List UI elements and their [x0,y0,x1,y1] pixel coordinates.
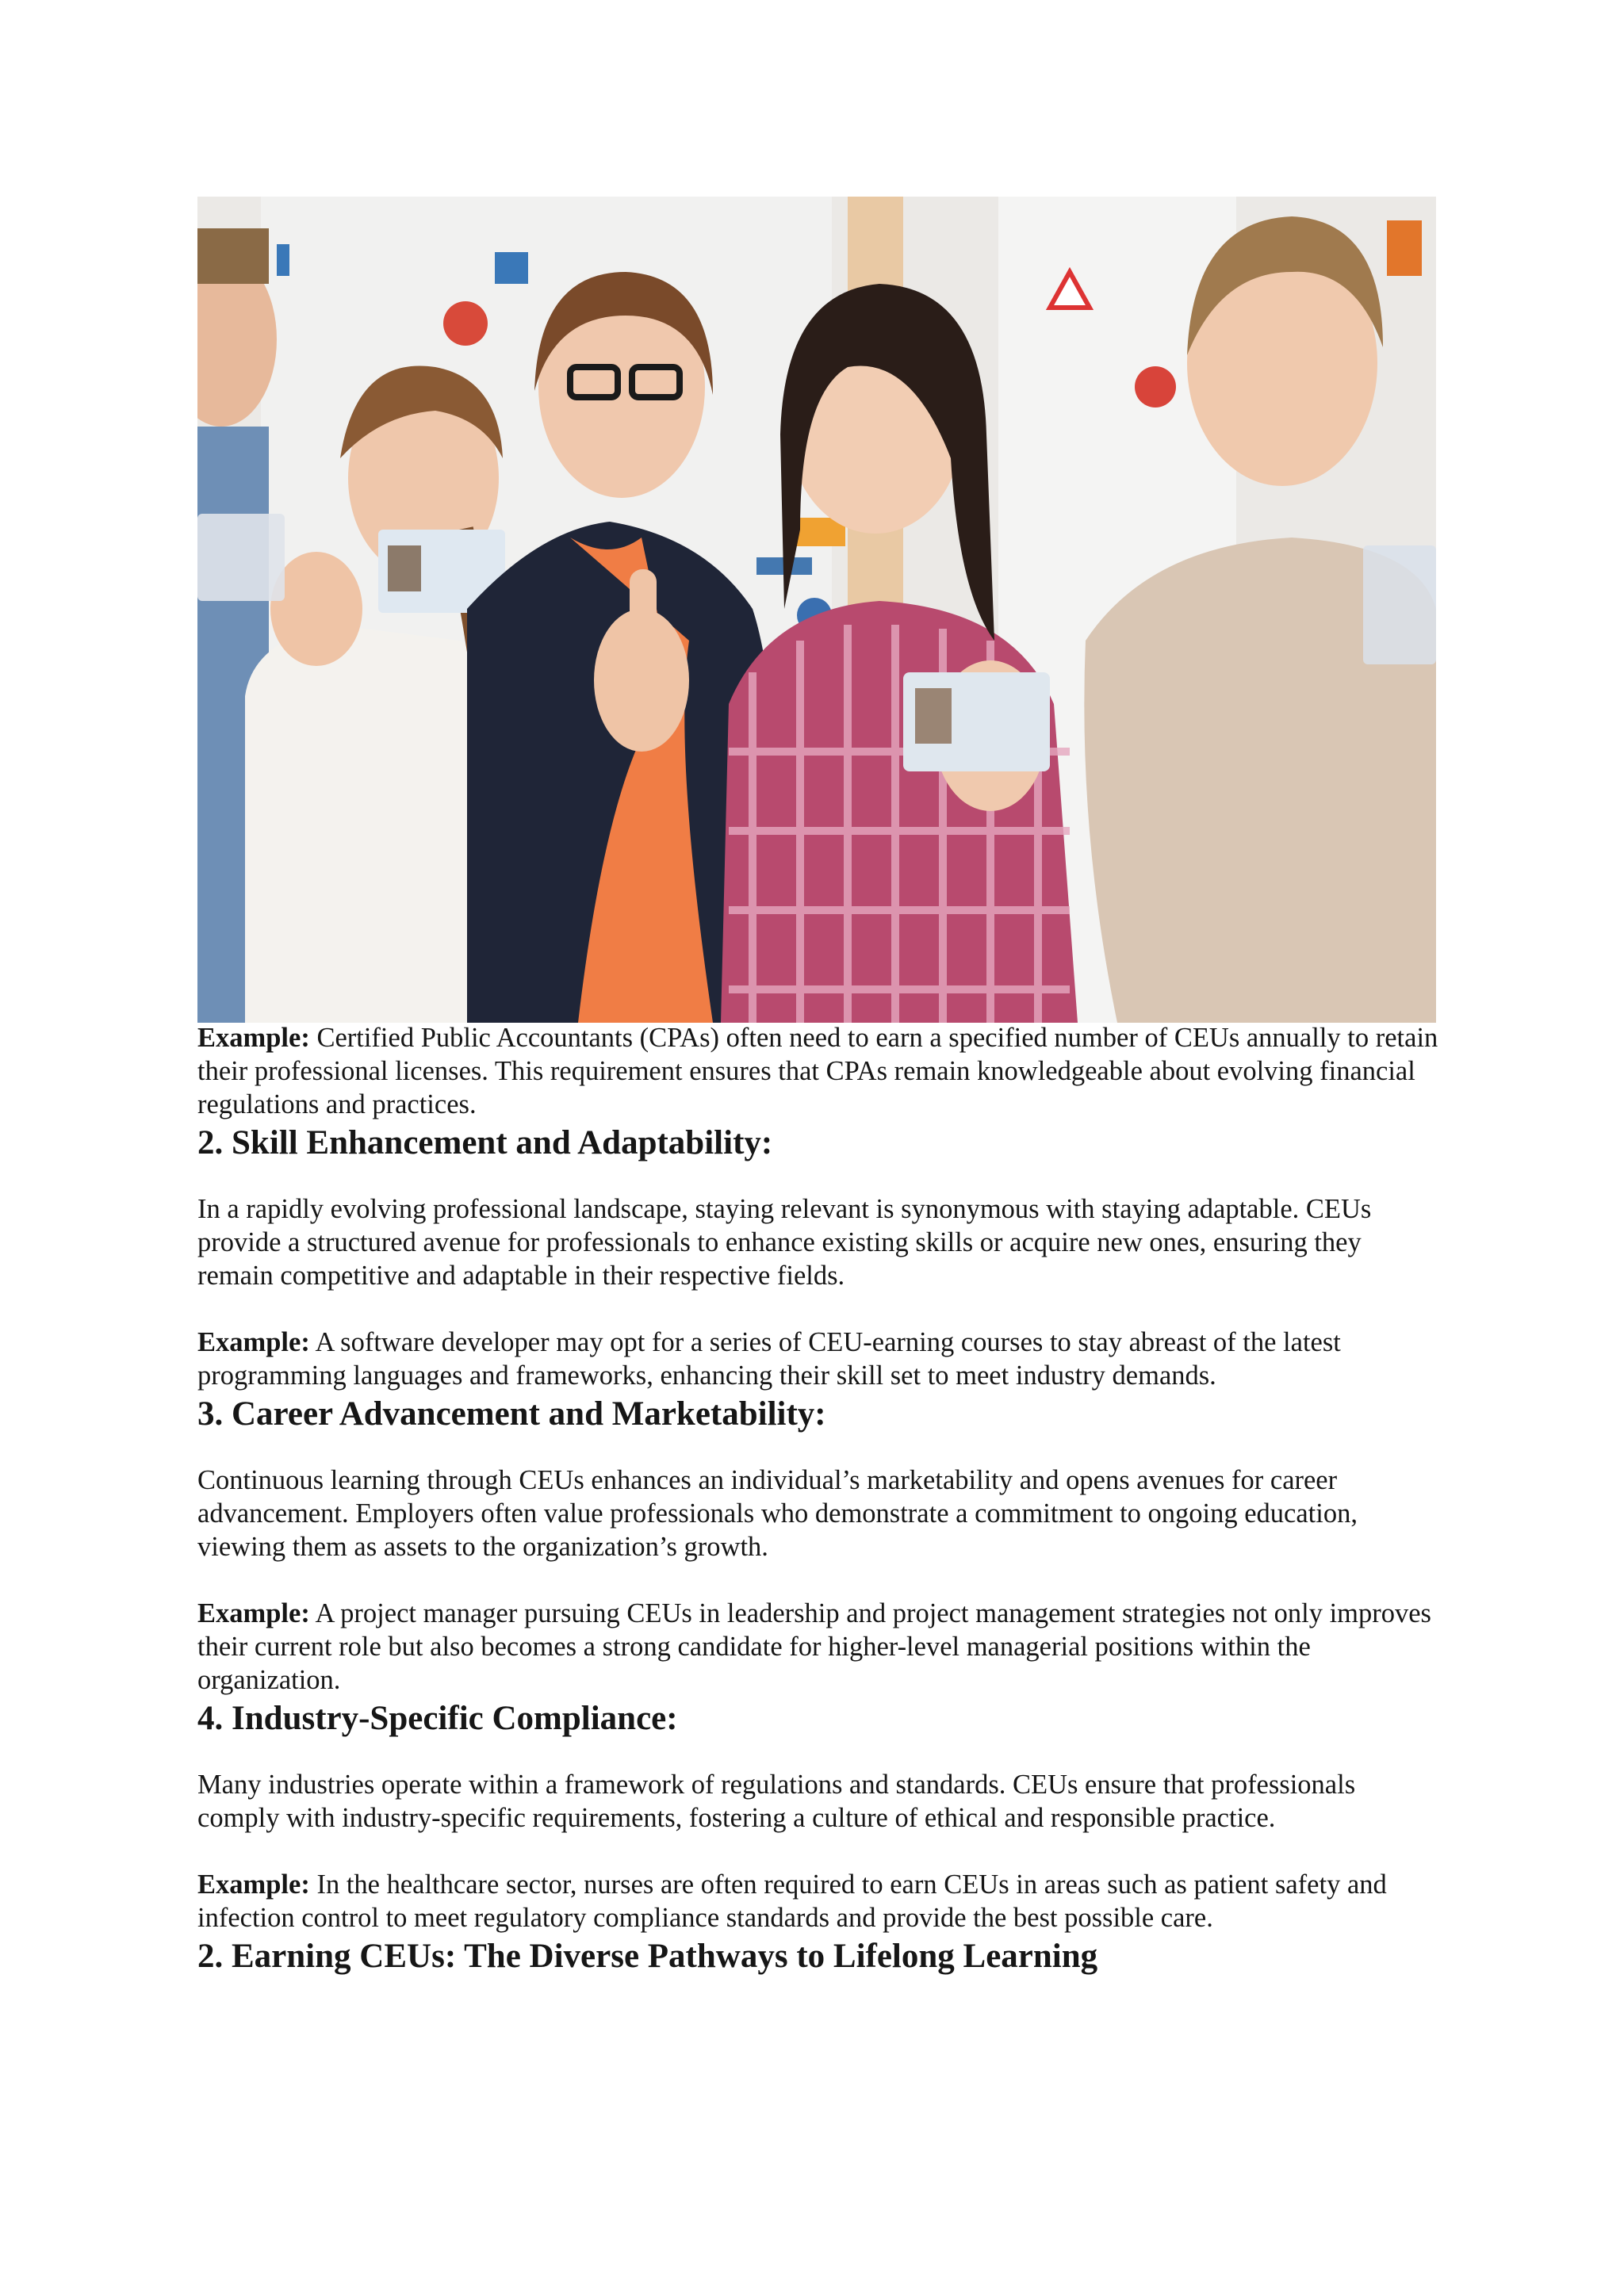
example-paragraph [197,1597,1442,1697]
hero-photo-illustration [197,197,1436,1023]
hero-photo [197,197,1436,1023]
body-paragraph: In a rapidly evolving professional landscape, staying relevant is synonymous with staying adaptable. CEUs provide a structured avenue for professionals to enhance existing skills or acquire new ones, ensuring they remain competitive and adaptable in their respective fields. [197,1194,1372,1291]
body-paragraph: Many industries operate within a framework of regulations and standards. CEUs ensure that professionals comply with industry-specific requirements, fostering a culture of ethical and responsible practice. [197,1770,1356,1833]
example-text: In the healthcare sector, nurses are often required to earn CEUs in areas such as patient safety and infection control to meet regulatory compliance standards and provide the best possible care. [197,1869,1387,1933]
example-paragraph [197,1326,1442,1392]
example-text: Certified Public Accountants (CPAs) often need to earn a specified number of CEUs annually to retain their professional licenses. This requirement ensures that CPAs remain knowledgeable about evolving financial regulations and practices. [197,1023,1438,1119]
section-heading: 2. Skill Enhancement and Adaptability: [197,1124,773,1161]
brand-logo-icon [1387,220,1422,276]
example-text: A project manager pursuing CEUs in leadership and project management strategies not only improves their current role but also becomes a strong candidate for higher-level managerial positions within the organization. [197,1598,1431,1695]
example-paragraph [197,1021,1442,1121]
example-label: Example: [197,1023,310,1053]
section-heading: 3. Career Advancement and Marketability: [197,1395,826,1433]
article-body [197,1021,1442,1979]
example-paragraph [197,1868,1442,1934]
example-label: Example: [197,1869,310,1900]
example-label: Example: [197,1327,310,1357]
example-label: Example: [197,1598,310,1628]
body-paragraph: Continuous learning through CEUs enhances an individual’s marketability and opens avenues for career advancement. Employers often value professionals who demonstrate a commitment to ongoing education, viewing them as assets to the organization’s growth. [197,1465,1358,1562]
section-heading: 2. Earning CEUs: The Diverse Pathways to Lifelong Learning [197,1938,1098,1975]
example-text: A software developer may opt for a series of CEU-earning courses to stay abreast of the latest programming languages and frameworks, enhancing their skill set to meet industry demands. [197,1327,1341,1391]
section-heading: 4. Industry-Specific Compliance: [197,1700,678,1737]
